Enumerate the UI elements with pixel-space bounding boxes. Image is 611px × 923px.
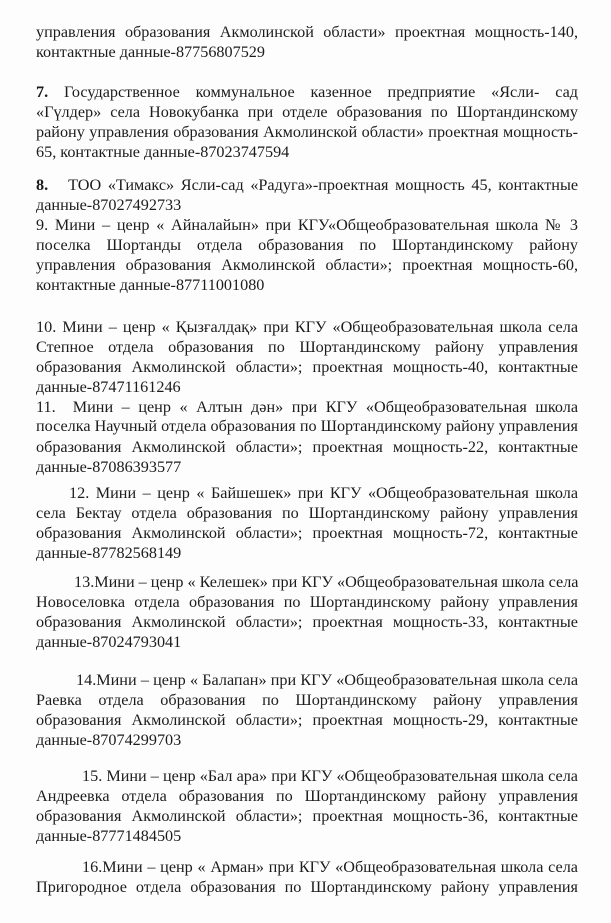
line-text: Мини – ценр « Байшешек» при КГУ «Общеобразовательная школа: [95, 484, 578, 502]
text-line: [36, 215, 578, 235]
paragraph-item-10: [36, 317, 578, 397]
text-line: данные-87771484505: [36, 827, 182, 845]
text-line: села Бектау отдела образования по Шортандинскому району управления: [36, 504, 578, 522]
line-text: ТОО «Тимакс» Ясли-сад «Радуга»-проектная мощность 45, контактные: [68, 176, 579, 194]
line-text: Мини – ценр «Бал ара» при КГУ «Общеобразовательная школа села: [106, 767, 578, 785]
text-line: образования Акмолинской области»; проектная мощность-40, контактные: [36, 358, 578, 376]
item-number: 13.: [74, 573, 95, 591]
item-number: 12.: [69, 484, 90, 502]
item-number: 10.: [36, 318, 57, 336]
text-line: 65, контактные данные-87023747594: [36, 143, 290, 161]
line-text: Мини – ценр « Қызғалдақ» при КГУ «Общеобразовательная школа села: [62, 318, 579, 336]
item-number: 14.: [76, 671, 97, 689]
paragraph-item-12: [36, 483, 578, 563]
text-line: [36, 175, 578, 195]
paragraph-item-11: [36, 397, 578, 477]
text-line: [36, 857, 578, 877]
text-line: Андреевка отдела образования по Шортандинскому району управления: [36, 787, 578, 805]
text-line: данные-87471161246: [36, 378, 181, 396]
item-number: 15.: [82, 767, 103, 785]
line-text: Мини – ценр « Алтын дән» при КГУ «Общеобразовательная школа: [72, 398, 579, 416]
line-text: Мини – ценр « Келешек» при КГУ «Общеобразовательная школа села: [94, 573, 579, 591]
item-number: 16.: [82, 858, 103, 876]
paragraph-item-16: [36, 857, 578, 897]
line-text: Мини – ценр « Балапан» при КГУ «Общеобразовательная школа села: [96, 671, 578, 689]
text-line: поселка Научный отдела образования по Шортандинскому району управления: [36, 418, 578, 435]
text-line: данные-87024793041: [36, 633, 182, 651]
text-line: образования Акмолинской области»; проектная мощность-33, контактные: [36, 613, 578, 631]
item-number: 8.: [36, 176, 49, 194]
text-line: образования Акмолинской области»; проектная мощность-36, контактные: [36, 807, 578, 825]
text-line: району управления образования Акмолинской области» проектная мощность-: [36, 123, 578, 141]
text-line: [36, 572, 578, 592]
line-text: Мини – ценр « Арман» при КГУ «Общеобразовательная школа села: [102, 858, 578, 876]
text-line: [36, 483, 578, 503]
paragraph-item-14: [36, 670, 578, 750]
text-line: Новоселовка отдела образования по Шортандинскому району управления: [36, 593, 578, 611]
text-line: [36, 670, 578, 690]
paragraph-item-9: [36, 215, 578, 295]
text-line: данные-87027492733: [36, 196, 182, 214]
item-number: 7.: [36, 83, 49, 101]
text-line: [36, 766, 578, 786]
text-line: управления образования Акмолинской области»; проектная мощность-60,: [36, 256, 578, 274]
text-line: данные-87074299703: [36, 731, 182, 749]
text-line: Пригородное отдела образования по Шортандинскому району управления: [36, 878, 578, 896]
text-line: данные-87086393577: [36, 458, 182, 476]
item-number: 9.: [36, 216, 49, 234]
paragraph-continuation: [36, 22, 578, 62]
line-text: Мини – ценр « Айналайын» при КГУ«Общеобразовательная школа № 3: [54, 216, 578, 234]
text-line: образования Акмолинской области»; проектная мощность-29, контактные: [36, 711, 578, 729]
text-line: [36, 82, 578, 102]
text-line: Раевка отдела образования по Шортандинскому району управления: [36, 691, 578, 709]
text-line: управления образования Акмолинской области» проектная мощность-140,: [36, 23, 578, 41]
text-line: контактные данные-87756807529: [36, 43, 265, 61]
text-line: поселка Шортанды отдела образования по Шортандинскому району: [36, 236, 578, 254]
text-line: [36, 317, 578, 337]
paragraph-item-13: [36, 572, 578, 652]
text-line: образования Акмолинской области»; проектная мощность-72, контактные: [36, 524, 578, 542]
text-line: данные-87782568149: [36, 544, 182, 562]
text-line: Степное отдела образования по Шортандинскому району управления: [36, 338, 578, 356]
paragraph-item-8: [36, 175, 578, 215]
text-line: «Гүлдер» села Новокубанка при отделе образования по Шортандинскому: [36, 103, 578, 121]
paragraph-item-15: [36, 766, 578, 846]
text-line: образования Акмолинской области»; проектная мощность-22, контактные: [36, 438, 578, 456]
item-number: 11.: [36, 398, 56, 416]
text-line: контактные данные-87711001080: [36, 276, 265, 294]
line-text: Государственное коммунальное казенное предприятие «Ясли- сад: [64, 83, 578, 101]
text-line: [36, 397, 578, 417]
paragraph-item-7: [36, 82, 578, 162]
